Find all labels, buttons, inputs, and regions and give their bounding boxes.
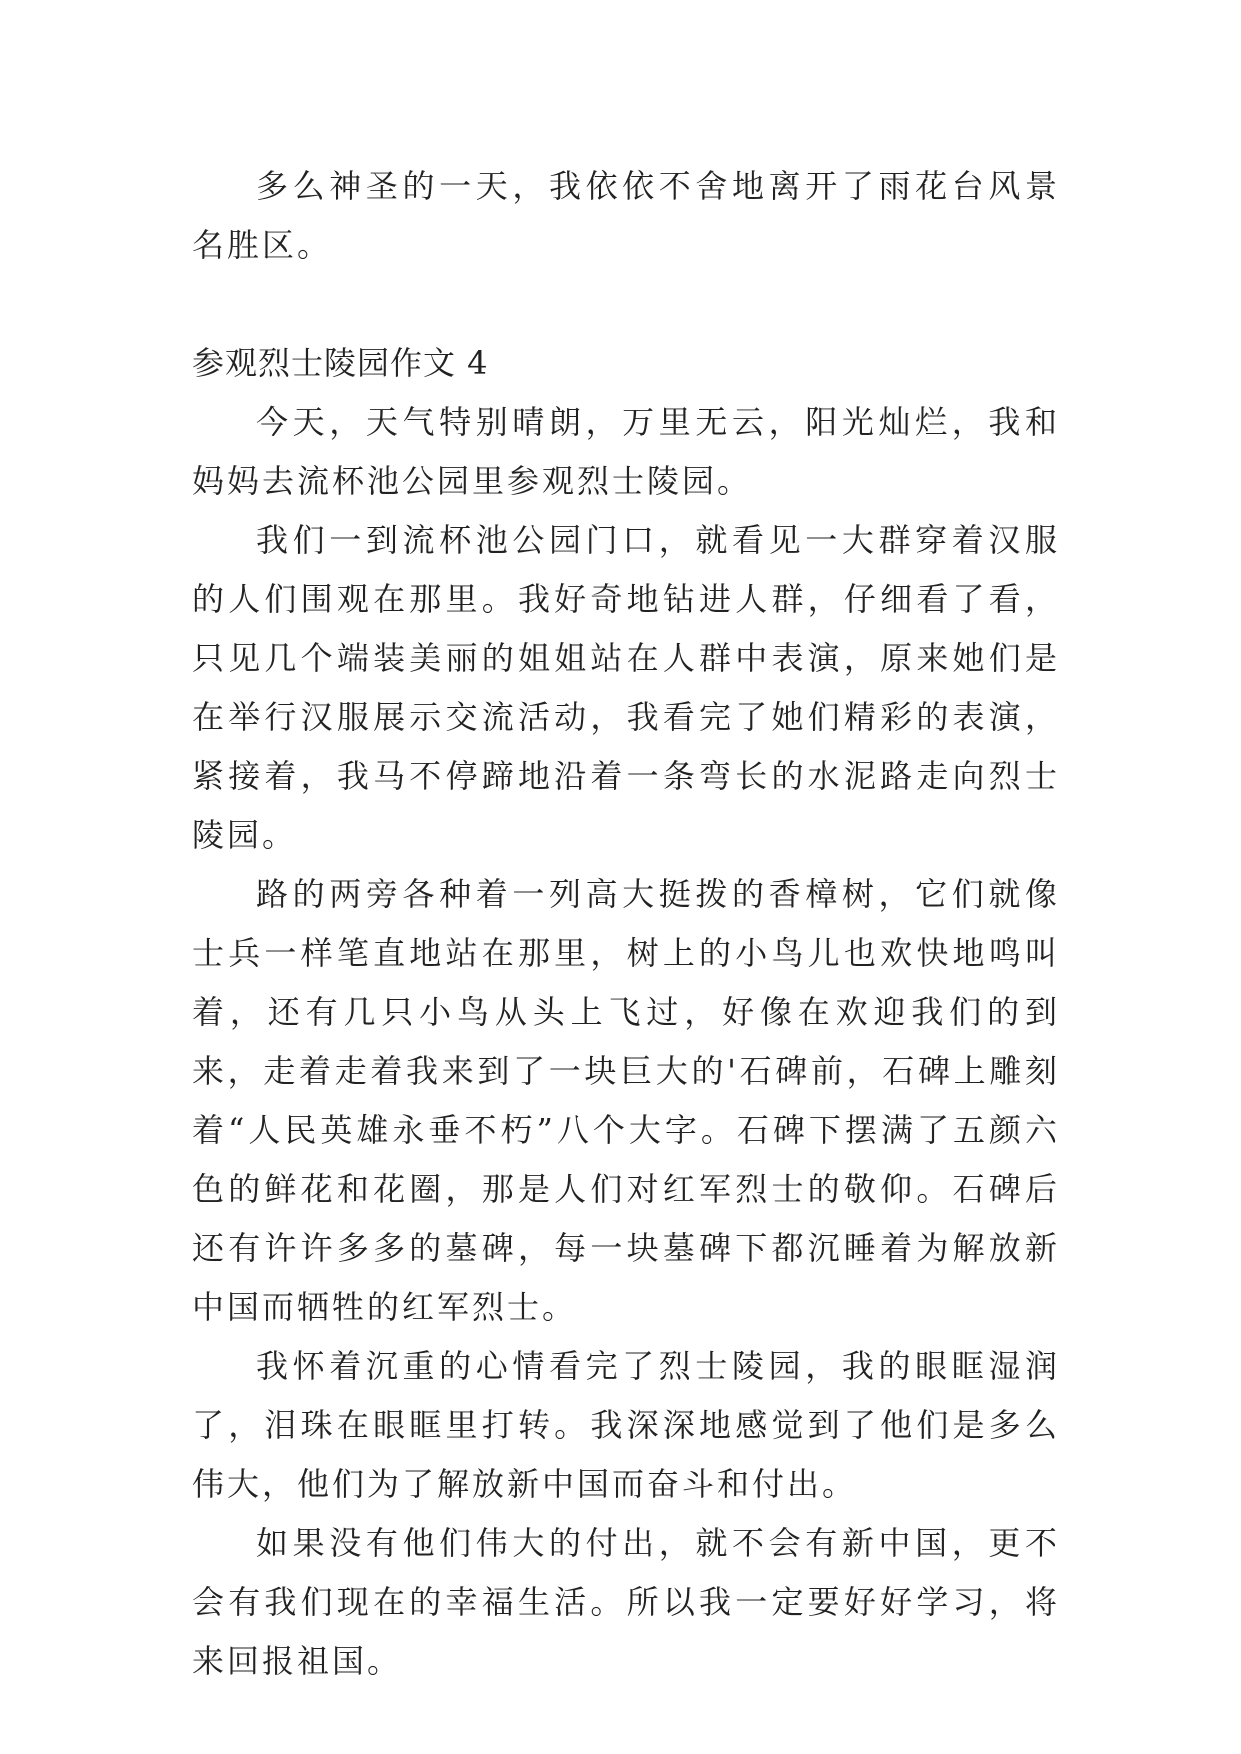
paragraph-5: 如果没有他们伟大的付出，就不会有新中国，更不会有我们现在的幸福生活。所以我一定要好好学习，将来回报祖国。 bbox=[192, 1524, 1060, 1680]
paragraph-4: 我怀着沉重的心情看完了烈士陵园，我的眼眶湿润了，泪珠在眼眶里打转。我深深地感觉到了他们是多么伟大，他们为了解放新中国而奋斗和付出。 bbox=[192, 1347, 1060, 1503]
paragraph-1: 今天，天气特别晴朗，万里无云，阳光灿烂，我和妈妈去流杯池公园里参观烈士陵园。 bbox=[192, 403, 1060, 500]
document-body bbox=[192, 157, 1060, 1691]
paragraph-previous-essay-ending: 多么神圣的一天，我依依不舍地离开了雨花台风景名胜区。 bbox=[192, 167, 1060, 264]
essay-title: 参观烈士陵园作文 4 bbox=[192, 344, 489, 382]
paragraph-3: 路的两旁各种着一列高大挺拨的香樟树，它们就像士兵一样笔直地站在那里，树上的小鸟儿也欢快地鸣叫着，还有几只小鸟从头上飞过，好像在欢迎我们的到来，走着走着我来到了一块巨大的'石碑前，石碑上雕刻着“人民英雄永垂不朽”八个大字。石碑下摆满了五颜六色的鲜花和花圈，那是人们对红军烈士的敬仰。石碑后还有许许多多的墓碑，每一块墓碑下都沉睡着为解放新中国而牺牲的红军烈士。 bbox=[192, 875, 1060, 1326]
paragraph-2: 我们一到流杯池公园门口，就看见一大群穿着汉服的人们围观在那里。我好奇地钻进人群，仔细看了看，只见几个端装美丽的姐姐站在人群中表演，原来她们是在举行汉服展示交流活动，我看完了她们精彩的表演，紧接着，我马不停蹄地沿着一条弯长的水泥路走向烈士陵园。 bbox=[192, 521, 1060, 854]
